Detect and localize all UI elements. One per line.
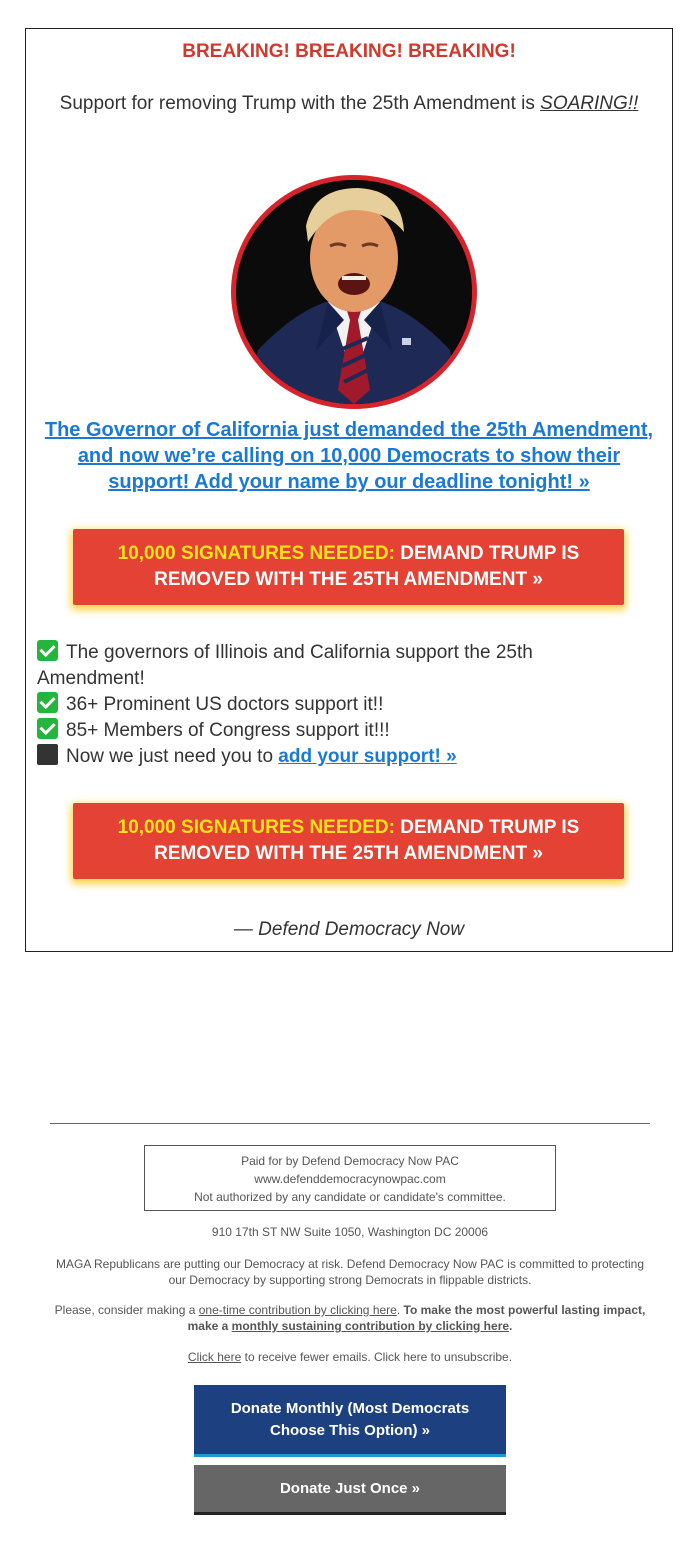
donate-once-button[interactable]: Donate Just Once » xyxy=(194,1465,506,1515)
checklist-item xyxy=(37,692,637,718)
cta-button-top[interactable] xyxy=(73,529,624,605)
checklist-text: 85+ Members of Congress support it!!! xyxy=(66,720,390,741)
support-headline xyxy=(26,93,672,115)
cta-main-text: DEMAND TRUMP IS REMOVED WITH THE 25TH AMENDMENT » xyxy=(154,817,580,864)
cta-highlight-text: 10,000 SIGNATURES NEEDED: xyxy=(117,543,395,564)
headline-link[interactable]: The Governor of California just demanded the 25th Amendment, and now we’re calling on 10,000 Democrats to show their support! Add your name by our deadline tonight! » xyxy=(44,419,654,493)
check-icon xyxy=(37,692,58,713)
contribution-text: Please, consider making a one-time contribution by clicking here. To make the most powerful lasting impact, make a monthly sustaining contribution by clicking here. xyxy=(54,1303,646,1333)
footer-divider xyxy=(50,1123,650,1124)
email-card xyxy=(25,28,673,952)
paid-for-line: Paid for by Defend Democracy Now PAC xyxy=(241,1154,459,1168)
trump-portrait[interactable] xyxy=(231,175,477,409)
checklist-text: The governors of Illinois and California support the 25th Amendment! xyxy=(37,642,533,689)
empty-square-icon xyxy=(37,744,58,765)
disclaimer-line: Not authorized by any candidate or candidate's committee. xyxy=(194,1190,506,1204)
cta-button-bottom[interactable] xyxy=(73,803,624,879)
breaking-banner: BREAKING! BREAKING! BREAKING! xyxy=(182,41,516,62)
support-checklist xyxy=(37,640,637,770)
mailing-address: 910 17th ST NW Suite 1050, Washington DC 20006 xyxy=(211,1225,489,1239)
unsubscribe-rest: to receive fewer emails. Click here to unsubscribe. xyxy=(241,1350,513,1364)
add-support-link[interactable]: add your support! » xyxy=(278,746,457,767)
contribution-prefix: Please, consider making a xyxy=(54,1303,199,1317)
mission-text: MAGA Republicans are putting our Democracy at risk. Defend Democracy Now PAC is committed to protecting our Democracy by supporting strong Democrats in flippable districts. xyxy=(55,1257,644,1287)
checklist-item xyxy=(37,718,637,744)
cta-highlight-text: 10,000 SIGNATURES NEEDED: xyxy=(117,817,395,838)
cta-main-text: DEMAND TRUMP IS REMOVED WITH THE 25TH AMENDMENT » xyxy=(154,543,580,590)
unsubscribe-text xyxy=(50,1349,650,1365)
monthly-contribution-link[interactable]: monthly sustaining contribution by clicking here xyxy=(231,1319,510,1333)
one-time-contribution-link[interactable]: one-time contribution by clicking here xyxy=(198,1303,397,1317)
portrait-illustration xyxy=(236,180,472,404)
check-icon xyxy=(37,718,58,739)
donate-monthly-button[interactable]: Donate Monthly (Most Democrats Choose This Option) » xyxy=(194,1385,506,1457)
signoff: — Defend Democracy Now xyxy=(233,919,465,940)
check-icon xyxy=(37,640,58,661)
checklist-text: 36+ Prominent US doctors support it!! xyxy=(66,694,384,715)
fewer-emails-link[interactable]: Click here xyxy=(187,1350,242,1364)
support-text: Support for removing Trump with the 25th Amendment is xyxy=(59,93,541,114)
paid-for-box xyxy=(144,1145,556,1211)
checklist-item xyxy=(37,640,637,692)
checklist-item xyxy=(37,744,637,770)
website-line: www.defenddemocracynowpac.com xyxy=(254,1172,446,1186)
checklist-text: Now we just need you to xyxy=(66,746,279,767)
contribution-middle: To make the most powerful lasting impact, make a xyxy=(187,1303,646,1333)
support-emphasis: SOARING!! xyxy=(540,93,639,114)
